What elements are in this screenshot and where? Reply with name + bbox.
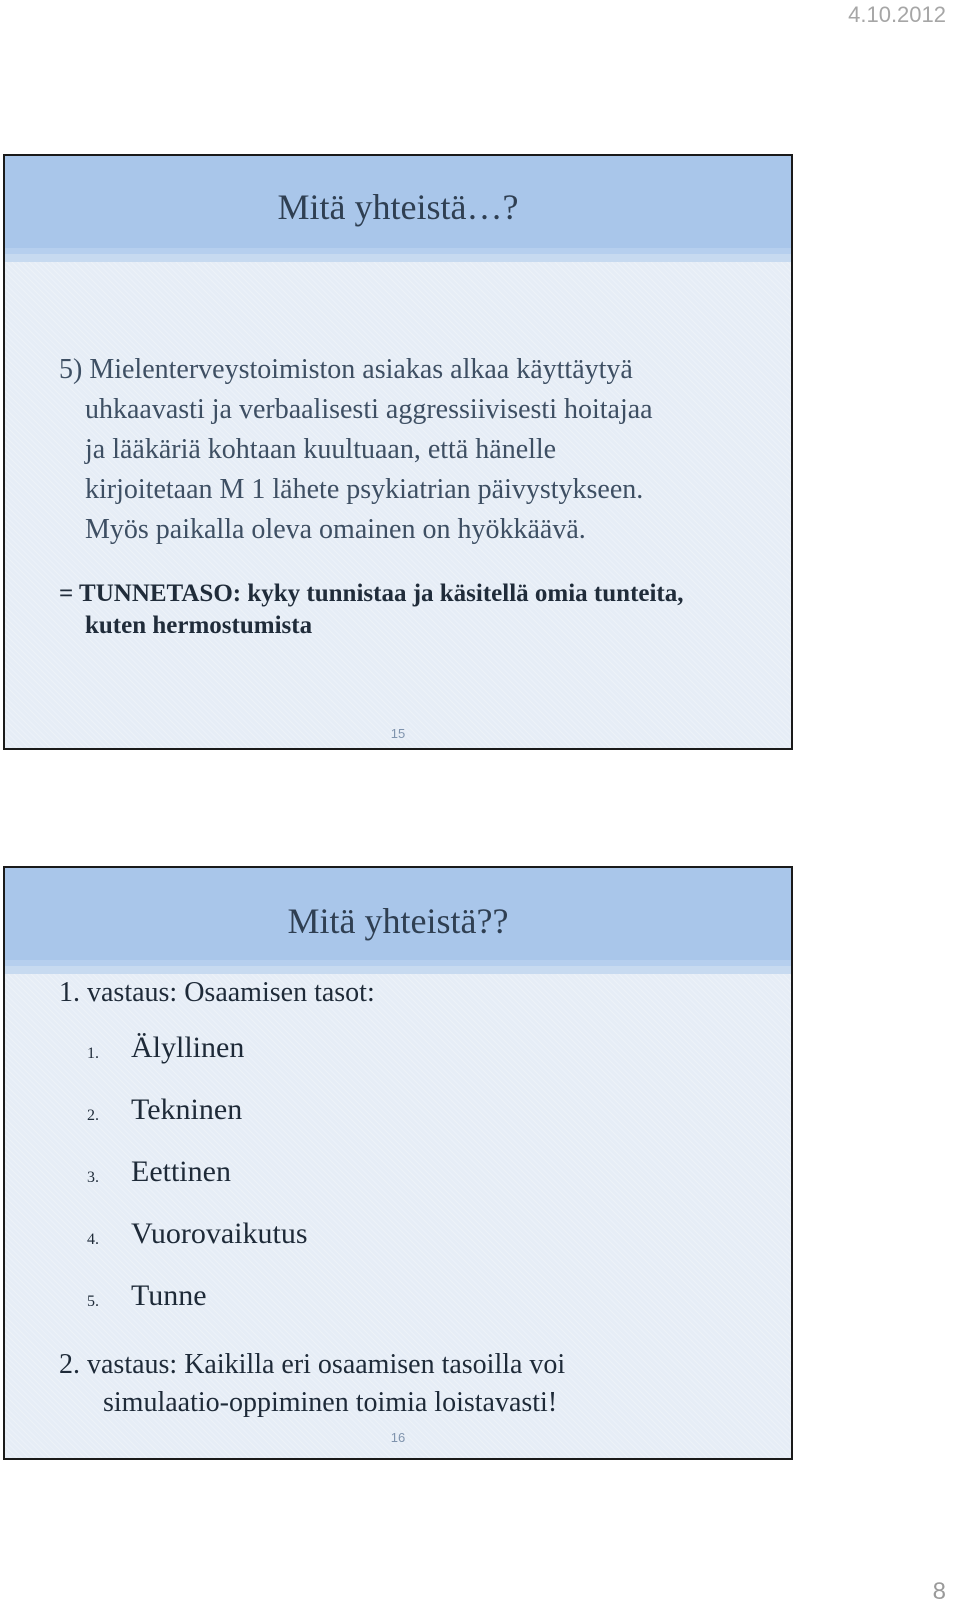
body-line: Myös paikalla oleva omainen on hyökkäävä.: [85, 514, 586, 545]
emphasis-line: = TUNNETASO: kyky tunnistaa ja käsitellä omia tunteita,: [59, 580, 684, 607]
slide-body: [59, 350, 759, 550]
answer-line: 2. vastaus: Kaikilla eri osaamisen tasoilla voi: [59, 1349, 566, 1380]
list-text: Tunne: [131, 1279, 207, 1312]
list-text: Vuorovaikutus: [131, 1217, 308, 1250]
lead-text: 1. vastaus: Osaamisen tasot:: [59, 977, 375, 1008]
list-text: Älyllinen: [131, 1031, 245, 1064]
list-text: Eettinen: [131, 1155, 231, 1188]
body-line: 5) Mielenterveystoimiston asiakas alkaa käyttäytyä: [59, 354, 633, 385]
list-number: 5.: [87, 1293, 99, 1310]
answer-line: simulaatio-oppiminen toimia loistavasti!: [103, 1387, 558, 1418]
list-number: 4.: [87, 1231, 99, 1248]
slide-16: [3, 866, 793, 1460]
page-number: 8: [932, 1578, 946, 1605]
slide-15: [3, 154, 793, 750]
answer-text: [59, 1346, 759, 1422]
body-line: kirjoitetaan M 1 lähete psykiatrian päivystykseen.: [85, 474, 644, 505]
slide-number: 15: [390, 726, 406, 741]
list-number: 2.: [87, 1107, 99, 1124]
slide-title: Mitä yhteistä…?: [277, 187, 519, 227]
list-text: Tekninen: [131, 1093, 243, 1126]
body-line: ja lääkäriä kohtaan kuultuaan, että hänelle: [85, 434, 557, 465]
body-line: uhkaavasti ja verbaalisesti aggressiivisesti hoitajaa: [85, 394, 653, 425]
emphasis-line: kuten hermostumista: [85, 612, 313, 639]
body-paragraph: [59, 350, 759, 550]
slide-number: 16: [390, 1430, 406, 1445]
emphasis-text: [59, 578, 793, 642]
slide-title: Mitä yhteistä??: [287, 901, 509, 941]
page-date: 4.10.2012: [848, 2, 946, 27]
list-number: 3.: [87, 1169, 99, 1186]
list-number: 1.: [87, 1045, 99, 1062]
